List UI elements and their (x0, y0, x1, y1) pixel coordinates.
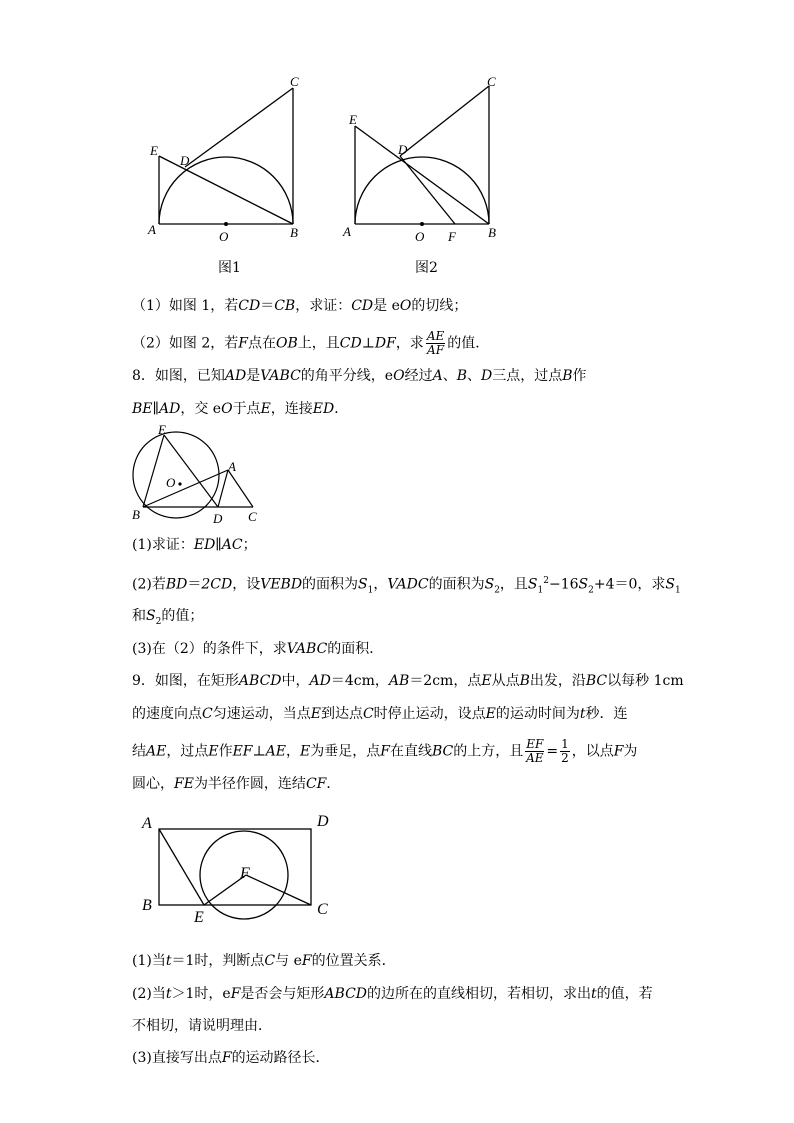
q8-stem-line-1: 8．如图，已知AD是VABC的角平分线，eO经过A、B、D三点，过点B作 (132, 368, 587, 384)
q9-part-1: (1)当t＝1时，判断点C与 eF的位置关系． (132, 953, 396, 969)
q8-label-c: C (248, 509, 257, 524)
q8-part-2: (2)若BD＝2CD，设VEBD的面积为$S_1$，VADC的面积为$S_2$，且$S_1^2-16S_2+4=0$，求$S_1$ (132, 576, 681, 596)
fig2-label-d: D (398, 142, 408, 157)
q7-part-1: （1）如图 1，若CD＝CB，求证：CD是 eO的切线； (132, 298, 468, 314)
fig2-label-c: C (487, 74, 496, 89)
fig2-label-o: O (415, 229, 425, 244)
q9-stem-line-4: 圆心，FE为半径作圆，连结CF． (132, 776, 341, 792)
q8-label-d: D (213, 511, 223, 526)
fig1-label-d: D (180, 153, 190, 168)
fig1-label-c: C (290, 74, 299, 89)
q8-part-2-cont: 和$S_2$的值； (132, 608, 204, 627)
q9-label-d: D (317, 813, 329, 830)
fig2-label-f: F (448, 229, 456, 244)
fig1-label-o: O (219, 229, 229, 244)
q8-label-b: B (132, 507, 140, 522)
ef-over-ae-fraction: $\frac{EF}{AE}$ (526, 737, 544, 765)
q9-stem-line-2: 的速度向点C匀速运动，当点E到达点C时停止运动，设点E的运动时间为t秒．连 (132, 706, 628, 722)
fig2-label-e: E (349, 112, 357, 127)
q8-part-1: (1)求证：ED∥AC； (132, 537, 257, 553)
q9-label-c: C (317, 901, 328, 918)
fig1-label-a: A (148, 222, 156, 237)
q9-stem-line-1: 9．如图，在矩形ABCD中，AD＝4cm，AB＝2cm，点E从点B出发，沿BC以每秒 1cm (132, 673, 684, 689)
fig1-label-e: E (150, 143, 158, 158)
figure-1-caption: 图1 (218, 260, 241, 276)
fig2-label-b: B (488, 225, 496, 240)
q8-label-e: E (158, 424, 166, 437)
q7-part-2: （2）如图 2，若F点在OB上，且CD⊥DF，求 $\frac{AE}{AF}$ 的值． (132, 329, 490, 357)
q8-label-a: A (228, 459, 236, 474)
q9-part-2-cont: 不相切，请说明理由． (132, 1018, 272, 1034)
figure-2 (338, 70, 518, 250)
q8-label-o: O (166, 475, 176, 490)
q9-stem-line-3: 结AE，过点E作EF⊥AE，E为垂足，点F在直线BC的上方，且 $\frac{EF}{AE}$ = $\frac{1}{2}$ ，以点F为 (132, 737, 638, 765)
q9-label-b: B (142, 897, 152, 914)
figure-2-caption: 图2 (415, 260, 438, 276)
q9-label-e: E (194, 909, 204, 926)
q8-part-3: (3)在（2）的条件下，求VABC的面积． (132, 641, 384, 657)
fig1-label-b: B (290, 225, 298, 240)
one-half-fraction: $\frac{1}{2}$ (561, 737, 569, 765)
q8-stem-line-2: BE∥AD，交 eO于点E，连接ED． (132, 401, 349, 417)
figure-1 (140, 70, 320, 250)
q9-part-3: (3)直接写出点F的运动路径长． (132, 1050, 330, 1066)
q9-part-2: (2)当t＞1时，eF是否会与矩形ABCD的边所在的直线相切，若相切，求出t的值，若 (132, 986, 653, 1002)
q9-label-f: F (240, 865, 250, 882)
q9-figure (138, 808, 338, 928)
q8-figure (128, 424, 268, 528)
q9-label-a: A (142, 815, 152, 832)
ae-over-af-fraction: $\frac{AE}{AF}$ (426, 329, 445, 357)
fig2-label-a: A (343, 224, 351, 239)
